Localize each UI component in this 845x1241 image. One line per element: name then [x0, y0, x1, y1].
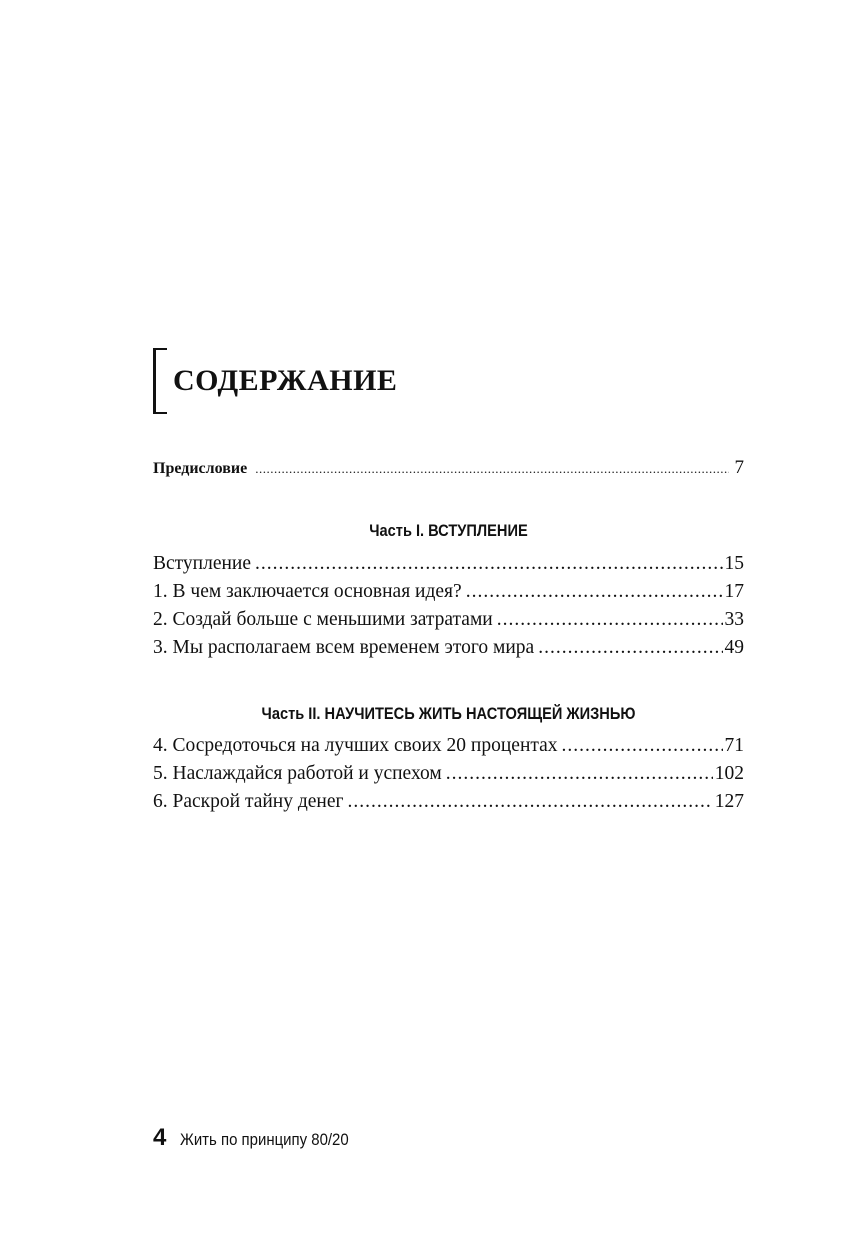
dot-leader — [348, 789, 713, 815]
toc-entry-label: Предисловие — [153, 460, 248, 477]
toc-entry-label: 3. Мы располагаем всем временем этого мира — [153, 637, 535, 658]
toc-entry-label: 5. Наслаждайся работой и успехом — [153, 763, 442, 784]
toc-entry-page: 33 — [724, 609, 744, 630]
toc-entry-page: 102 — [714, 763, 744, 784]
toc-entry-label: Вступление — [153, 553, 252, 574]
toc-entry-page: 15 — [724, 553, 744, 574]
dot-leader — [255, 551, 722, 577]
footer-page-number: 4 — [153, 1124, 167, 1151]
toc-entry — [153, 635, 744, 661]
toc-entry — [153, 761, 744, 787]
toc-entry — [153, 733, 744, 759]
toc-entry-label: 6. Раскрой тайну денег — [153, 791, 344, 812]
toc-entry-label: 2. Создай больше с меньшими затратами — [153, 609, 493, 630]
bracket-mark — [153, 348, 167, 414]
toc-entry — [153, 579, 744, 605]
toc-entry-preface — [153, 455, 744, 481]
part-2-title: Часть II. НАУЧИТЕСЬ ЖИТЬ НАСТОЯЩЕЙ ЖИЗНЬЮ — [261, 704, 636, 723]
dot-leader — [466, 579, 723, 605]
dot-leader — [255, 456, 728, 482]
toc-entry-page: 49 — [724, 637, 744, 658]
dot-leader — [538, 635, 722, 661]
toc-entry-page: 127 — [714, 791, 744, 812]
part-1-title: Часть I. ВСТУПЛЕНИЕ — [369, 521, 528, 540]
toc-entry — [153, 789, 744, 815]
page-title: СОДЕРЖАНИЕ — [173, 364, 398, 397]
page-footer — [153, 1124, 372, 1152]
toc-entry-label: 1. В чем заключается основная идея? — [153, 581, 462, 602]
toc-entry — [153, 551, 744, 577]
dot-leader — [562, 733, 723, 759]
toc-heading — [153, 346, 397, 416]
toc-entry — [153, 607, 744, 633]
footer-book-title: Жить по принципу 80/20 — [180, 1130, 350, 1149]
dot-leader — [446, 761, 713, 787]
toc-entry-page: 17 — [724, 581, 744, 602]
toc-entry-page: 7 — [734, 457, 744, 478]
dot-leader — [497, 607, 723, 633]
toc-entry-label: 4. Сосредоточься на лучших своих 20 процентах — [153, 735, 558, 756]
toc-entry-page: 71 — [724, 735, 744, 756]
